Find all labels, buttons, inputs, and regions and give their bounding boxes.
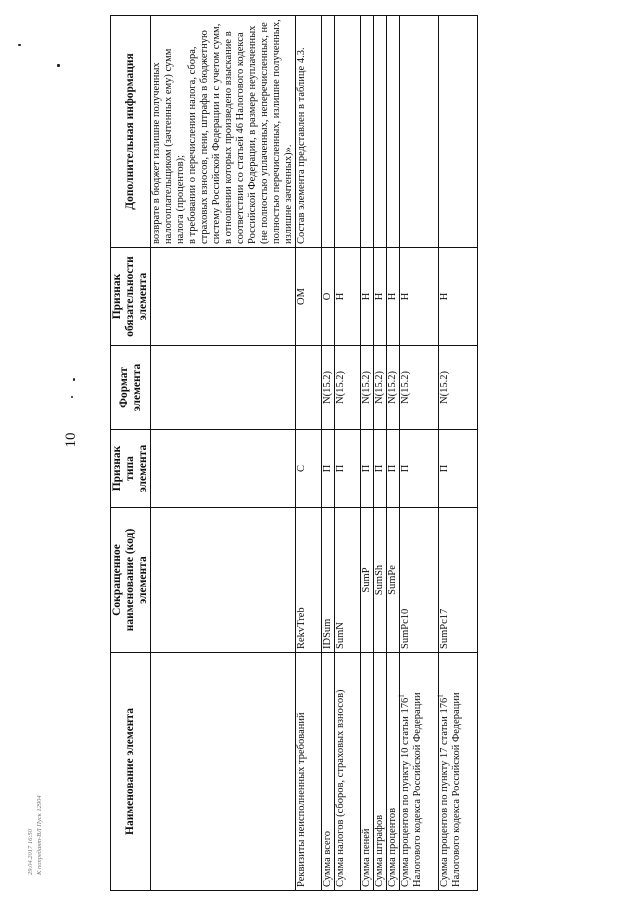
cell-format: N(15.2) [400,346,439,430]
cell-required: Н [374,248,387,346]
cell-name: Сумма налогов (сборов, страховых взносов) [335,653,361,891]
cell-type [151,430,296,508]
cell-name: Сумма всего [322,653,335,891]
cell-info: возврате в бюджет излишне полученных налогоплательщиком (зачтенных ему) сумм налога (процентов); в требовании о перечислении налога, сбора, страховых взносов, пени, штрафа в бюджетную систему Российской Федерации и с учетом сумм, в отношении которых произведено взыскание в соответствии со статьей 46 Налогового кодекса Российской Федерации, в размере неуплаченных (не полностью уплаченных, неперечисленных, не полностью перечисленных, излишне полученных, излишне зачтенных)». [151,16,296,248]
cell-required: О [322,248,335,346]
name-text: Сумма процентов по пункту 10 статьи 176 [400,697,411,887]
table-row [374,16,387,891]
page-number: 10 [63,432,79,448]
cell-name: Реквизиты неисполненных требований [296,653,322,891]
cell-abbr: IDSum [322,508,335,653]
scan-speck [71,396,73,398]
cell-info [335,16,361,248]
cell-type: П [361,430,374,508]
cell-required [151,248,296,346]
footer-ref: К попредант-ВЛ Пуск 12904 [36,795,43,875]
cell-name [397,653,439,891]
cell-info [400,16,439,248]
table-header-row [111,16,151,891]
footer-date: 29.04.2017 16:50 [27,828,34,875]
header-type: Признак типа элемента [111,430,151,508]
name-text: Налогового кодекса Российской Федерации [451,692,462,887]
cell-type: С [296,430,322,508]
cell-required: Н [439,248,478,346]
scan-speck [73,378,75,381]
cell-required: Н [387,248,400,346]
cell-required: Н [361,248,374,346]
cell-info [361,16,374,248]
table-row [439,16,478,891]
cell-name: Сумма процентов [387,653,400,891]
cell-abbr: SumSh [374,508,387,653]
cell-abbr: SumN [335,508,361,653]
cell-abbr: SumPc17 [439,508,478,653]
table-row [361,16,374,891]
cell-type: П [335,430,361,508]
cell-name: Сумма штрафов [374,653,387,891]
cell-required: ОМ [296,248,322,346]
cell-required: Н [400,248,439,346]
cell-type: П [400,430,439,508]
cell-format: N(15.2) [387,346,400,430]
name-text: Сумма процентов по пункту 17 статьи 176 [439,697,450,887]
table-row [400,16,439,891]
name-text: Налогового кодекса Российской Федерации [412,692,423,887]
cell-abbr: RekvTreb [296,508,322,653]
cell-format: N(15.2) [361,346,374,430]
cell-name [151,653,296,891]
table-row [322,16,335,891]
cell-format: N(15.2) [374,346,387,430]
cell-info [387,16,400,248]
cell-info [374,16,387,248]
cell-format: N(15.2) [335,346,361,430]
cell-info: Состав элемента представлен в таблице 4.3. [296,16,322,248]
table-row-continued [151,16,296,891]
table-row [335,16,361,891]
cell-type: П [374,430,387,508]
table-row [387,16,400,891]
scan-speck [57,64,60,67]
cell-format: N(15.2) [322,346,335,430]
elements-table [110,15,478,891]
header-required: Признак обязательности элемента [111,248,151,346]
header-abbr: Сокращенное наименование (код) элемента [111,508,151,653]
rotated-table-wrapper [110,16,462,891]
cell-type: П [387,430,400,508]
superscript: 1 [397,694,406,698]
header-name: Наименование элемента [111,653,151,891]
table-row [296,16,322,891]
scan-footer-stamp [26,705,46,875]
cell-abbr: SumPc10 [400,508,439,653]
cell-info [322,16,335,248]
cell-abbr: SumP [361,508,374,653]
cell-abbr [151,508,296,653]
header-info: Дополнительная информация [111,16,151,248]
cell-type: П [322,430,335,508]
cell-required: Н [335,248,361,346]
scan-speck [18,44,21,46]
cell-info [439,16,478,248]
cell-format [151,346,296,430]
cell-abbr: SumPe [387,508,400,653]
cell-format: N(15.2) [439,346,478,430]
cell-name: Сумма пеней [361,653,374,891]
cell-name [436,653,478,891]
superscript: 1 [436,694,445,698]
cell-format [296,346,322,430]
cell-type: П [439,430,478,508]
header-format: Формат элемента [111,346,151,430]
